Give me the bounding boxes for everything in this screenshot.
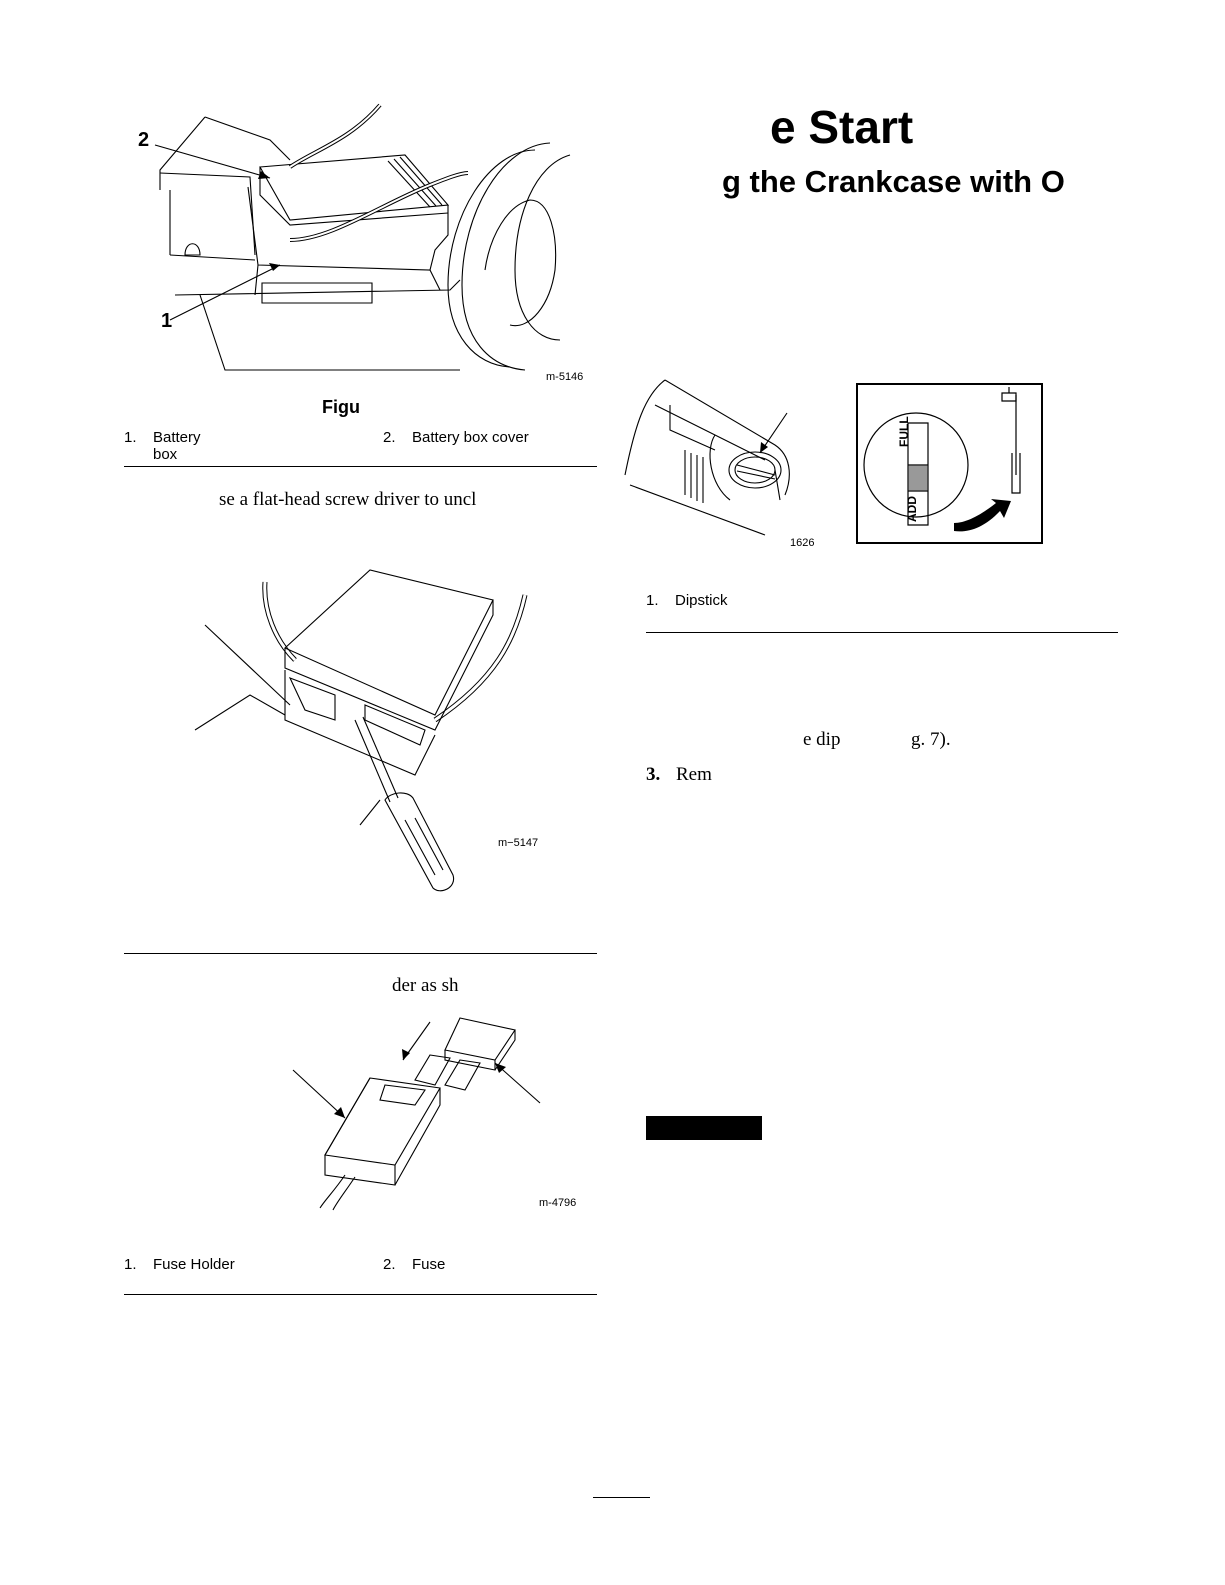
page-number-underline: [593, 1497, 650, 1498]
legend-item-battery-box: [124, 429, 201, 463]
legend-label: Dipstick: [675, 592, 728, 609]
engine-dipstick-illustration: [625, 375, 825, 540]
legend-label: Fuse: [412, 1256, 446, 1273]
figure-id: 1626: [790, 537, 815, 549]
callout-1: 1: [161, 310, 173, 332]
figure-id: m-5146: [546, 371, 584, 383]
legend-num: 1.: [646, 592, 659, 609]
fuse-holder-illustration: [285, 1010, 555, 1215]
legend-num: 1.: [124, 429, 137, 446]
dipstick-full-label: FULL: [897, 416, 911, 447]
important-label-bar: [646, 1116, 762, 1140]
callout-2: 2: [138, 129, 150, 151]
legend-item-dipstick: [646, 592, 728, 609]
legend-item-fuse-holder: [124, 1256, 235, 1273]
legend-label: Fuse Holder: [153, 1256, 235, 1273]
legend-num: 2.: [383, 429, 396, 446]
step-text: se a flat-head screw driver to uncl: [219, 489, 477, 510]
section-subheading: g the Crankcase with O: [722, 164, 1065, 199]
step-3-text: Rem: [676, 764, 712, 785]
legend-item-fuse: [383, 1256, 446, 1273]
divider: [124, 953, 597, 954]
legend-num: 2.: [383, 1256, 396, 1273]
divider: [124, 466, 597, 467]
figure-caption-title: Figu: [322, 397, 360, 417]
dipstick-add-label: ADD: [905, 496, 919, 522]
screwdriver-illustration: [195, 570, 555, 900]
dipstick-detail-drawing: [856, 383, 1043, 544]
step-3-number: 3.: [646, 764, 661, 785]
legend-label: Battery box: [153, 429, 201, 463]
divider: [124, 1294, 597, 1295]
battery-box-illustration: [130, 95, 600, 385]
figure-id: m−5147: [498, 837, 539, 849]
legend-item-battery-box-cover: [383, 429, 529, 446]
step-text: der as sh: [392, 975, 459, 996]
figure-id: m-4796: [539, 1197, 577, 1209]
step-text-fragment: g. 7).: [911, 729, 951, 750]
divider: [646, 632, 1118, 633]
legend-num: 1.: [124, 1256, 137, 1273]
section-heading: e Start: [770, 101, 914, 153]
legend-label: Battery box cover: [412, 429, 529, 446]
step-text-fragment: e dip: [803, 729, 841, 750]
